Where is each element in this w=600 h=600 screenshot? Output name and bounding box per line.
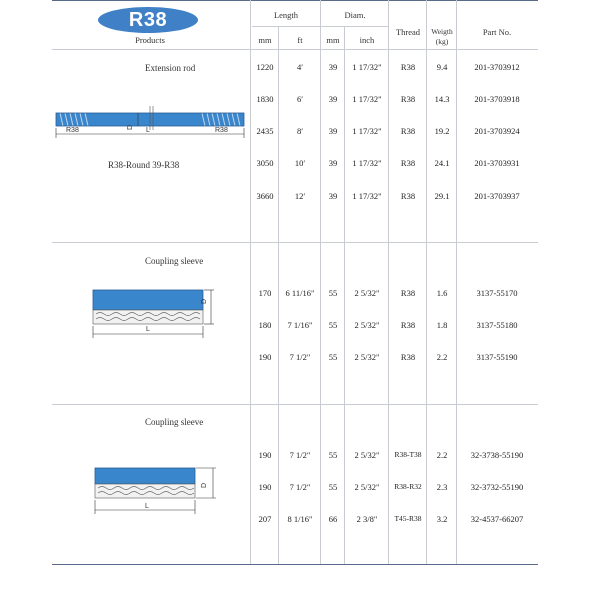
thread: R38 bbox=[400, 94, 416, 104]
diam-mm: 66 bbox=[328, 514, 338, 524]
length-ft: 7 1/16" bbox=[287, 320, 313, 330]
length-ft: 7 1/2" bbox=[289, 352, 311, 362]
diam-mm: 55 bbox=[328, 352, 338, 362]
rod-l-label: L bbox=[146, 127, 150, 134]
ft-header: ft bbox=[297, 35, 303, 45]
mm-diam-header: mm bbox=[326, 35, 340, 45]
weight: 3.2 bbox=[436, 514, 448, 524]
sleeve2-d-label: D bbox=[201, 482, 209, 489]
length-mm: 207 bbox=[258, 514, 272, 524]
thread: T45-R38 bbox=[394, 514, 422, 523]
col-rule-3 bbox=[320, 0, 321, 564]
diam-inch: 1 17/32" bbox=[352, 94, 382, 104]
weight: 1.6 bbox=[436, 288, 448, 298]
diam-inch: 2 5/32" bbox=[354, 288, 380, 298]
length-ft: 6′ bbox=[296, 94, 304, 104]
part-no: 32-3732-55190 bbox=[470, 482, 524, 492]
length-mm: 3660 bbox=[256, 191, 274, 201]
weight: 24.1 bbox=[434, 158, 450, 168]
top-rule bbox=[52, 0, 538, 1]
rod-d-label: D bbox=[127, 124, 135, 131]
diam-mm: 39 bbox=[328, 158, 338, 168]
products-header: Products bbox=[135, 35, 165, 45]
thread: R38 bbox=[400, 320, 416, 330]
part-no: 201-3703918 bbox=[474, 94, 520, 104]
length-mm: 170 bbox=[258, 288, 272, 298]
length-ft: 8′ bbox=[296, 126, 304, 136]
length-mm: 1830 bbox=[256, 94, 274, 104]
diam-inch: 2 5/32" bbox=[354, 450, 380, 460]
mm-length-header: mm bbox=[258, 35, 272, 45]
coupling-sleeve-drawing-1 bbox=[88, 288, 218, 340]
weight: 1.8 bbox=[436, 320, 448, 330]
thread: R38 bbox=[400, 126, 416, 136]
length-mm: 3050 bbox=[256, 158, 274, 168]
section-title-coupling-sleeve-1: Coupling sleeve bbox=[145, 256, 204, 266]
section1-bottom-rule bbox=[52, 242, 538, 243]
extension-rod-drawing bbox=[52, 104, 248, 144]
sleeve2-l-label: L bbox=[145, 503, 149, 510]
sleeve1-l-label: L bbox=[146, 326, 150, 333]
length-ft: 7 1/2" bbox=[289, 482, 311, 492]
thread: R38-R32 bbox=[394, 482, 422, 491]
length-mm: 190 bbox=[258, 352, 272, 362]
length-mm: 2435 bbox=[256, 126, 274, 136]
thread: R38 bbox=[400, 62, 416, 72]
length-ft: 12′ bbox=[294, 191, 306, 201]
part-no: 201-3703924 bbox=[474, 126, 520, 136]
diam-mm: 55 bbox=[328, 320, 338, 330]
diam-mm: 39 bbox=[328, 191, 338, 201]
section-title-extension-rod: Extension rod bbox=[145, 63, 196, 73]
diam-inch: 2 3/8" bbox=[356, 514, 378, 524]
col-rule-7 bbox=[456, 0, 457, 564]
section2-bottom-rule bbox=[52, 404, 538, 405]
weight: 19.2 bbox=[434, 126, 450, 136]
diam-mm: 55 bbox=[328, 450, 338, 460]
weight-header-2: (kg) bbox=[435, 37, 449, 46]
diam-mm: 39 bbox=[328, 94, 338, 104]
length-mm: 190 bbox=[258, 450, 272, 460]
thread-header: Thread bbox=[395, 27, 421, 37]
diam-inch: 1 17/32" bbox=[352, 191, 382, 201]
length-mm: 190 bbox=[258, 482, 272, 492]
diam-inch: 2 5/32" bbox=[354, 352, 380, 362]
thread: R38 bbox=[400, 352, 416, 362]
diam-inch: 1 17/32" bbox=[352, 126, 382, 136]
weight-header-1: Weigth bbox=[431, 27, 453, 36]
weight: 14.3 bbox=[434, 94, 450, 104]
part-no: 3137-55170 bbox=[476, 288, 518, 298]
rod-left-thread-label: R38 bbox=[66, 127, 79, 134]
thread: R38 bbox=[400, 288, 416, 298]
diam-inch: 1 17/32" bbox=[352, 62, 382, 72]
diam-mm: 39 bbox=[328, 62, 338, 72]
part-no: 201-3703937 bbox=[474, 191, 520, 201]
length-mm: 180 bbox=[258, 320, 272, 330]
part-no: 32-4537-66207 bbox=[470, 514, 524, 524]
diam-inch: 1 17/32" bbox=[352, 158, 382, 168]
thread: R38-T38 bbox=[394, 450, 422, 459]
length-ft: 7 1/2" bbox=[289, 450, 311, 460]
diam-mm: 39 bbox=[328, 126, 338, 136]
thread: R38 bbox=[400, 191, 416, 201]
part-no: 3137-55180 bbox=[476, 320, 518, 330]
part-no: 201-3703931 bbox=[474, 158, 520, 168]
col-rule-1 bbox=[250, 0, 251, 564]
thread: R38 bbox=[400, 158, 416, 168]
length-mm: 1220 bbox=[256, 62, 274, 72]
section-title-coupling-sleeve-2: Coupling sleeve bbox=[145, 417, 204, 427]
inch-header: inch bbox=[359, 35, 375, 45]
col-rule-2 bbox=[278, 26, 279, 564]
length-ft: 10′ bbox=[294, 158, 306, 168]
diam-header: Diam. bbox=[344, 10, 366, 20]
diam-mm: 55 bbox=[328, 288, 338, 298]
sleeve1-d-label: D bbox=[201, 298, 209, 305]
part-no: 32-3738-55190 bbox=[470, 450, 524, 460]
col-rule-4 bbox=[344, 26, 345, 564]
col-rule-6 bbox=[426, 0, 427, 564]
part-no-header: Part No. bbox=[482, 27, 512, 37]
header-bottom-rule bbox=[52, 49, 538, 50]
bottom-rule bbox=[52, 564, 538, 565]
part-no: 201-3703912 bbox=[474, 62, 520, 72]
weight: 2.2 bbox=[436, 352, 448, 362]
weight: 2.3 bbox=[436, 482, 448, 492]
weight: 9.4 bbox=[436, 62, 448, 72]
product-badge: R38 bbox=[98, 7, 198, 33]
weight: 2.2 bbox=[436, 450, 448, 460]
diam-mm: 55 bbox=[328, 482, 338, 492]
col-rule-5 bbox=[388, 0, 389, 564]
diam-inch: 2 5/32" bbox=[354, 320, 380, 330]
length-ft: 6 11/16" bbox=[285, 288, 315, 298]
rod-right-thread-label: R38 bbox=[215, 127, 228, 134]
length-ft: 8 1/16" bbox=[287, 514, 313, 524]
diam-inch: 2 5/32" bbox=[354, 482, 380, 492]
part-no: 3137-55190 bbox=[476, 352, 518, 362]
length-ft: 4′ bbox=[296, 62, 304, 72]
weight: 29.1 bbox=[434, 191, 450, 201]
section-caption: R38-Round 39-R38 bbox=[108, 160, 180, 170]
coupling-sleeve-drawing-2 bbox=[90, 466, 220, 518]
length-header: Length bbox=[273, 10, 299, 20]
